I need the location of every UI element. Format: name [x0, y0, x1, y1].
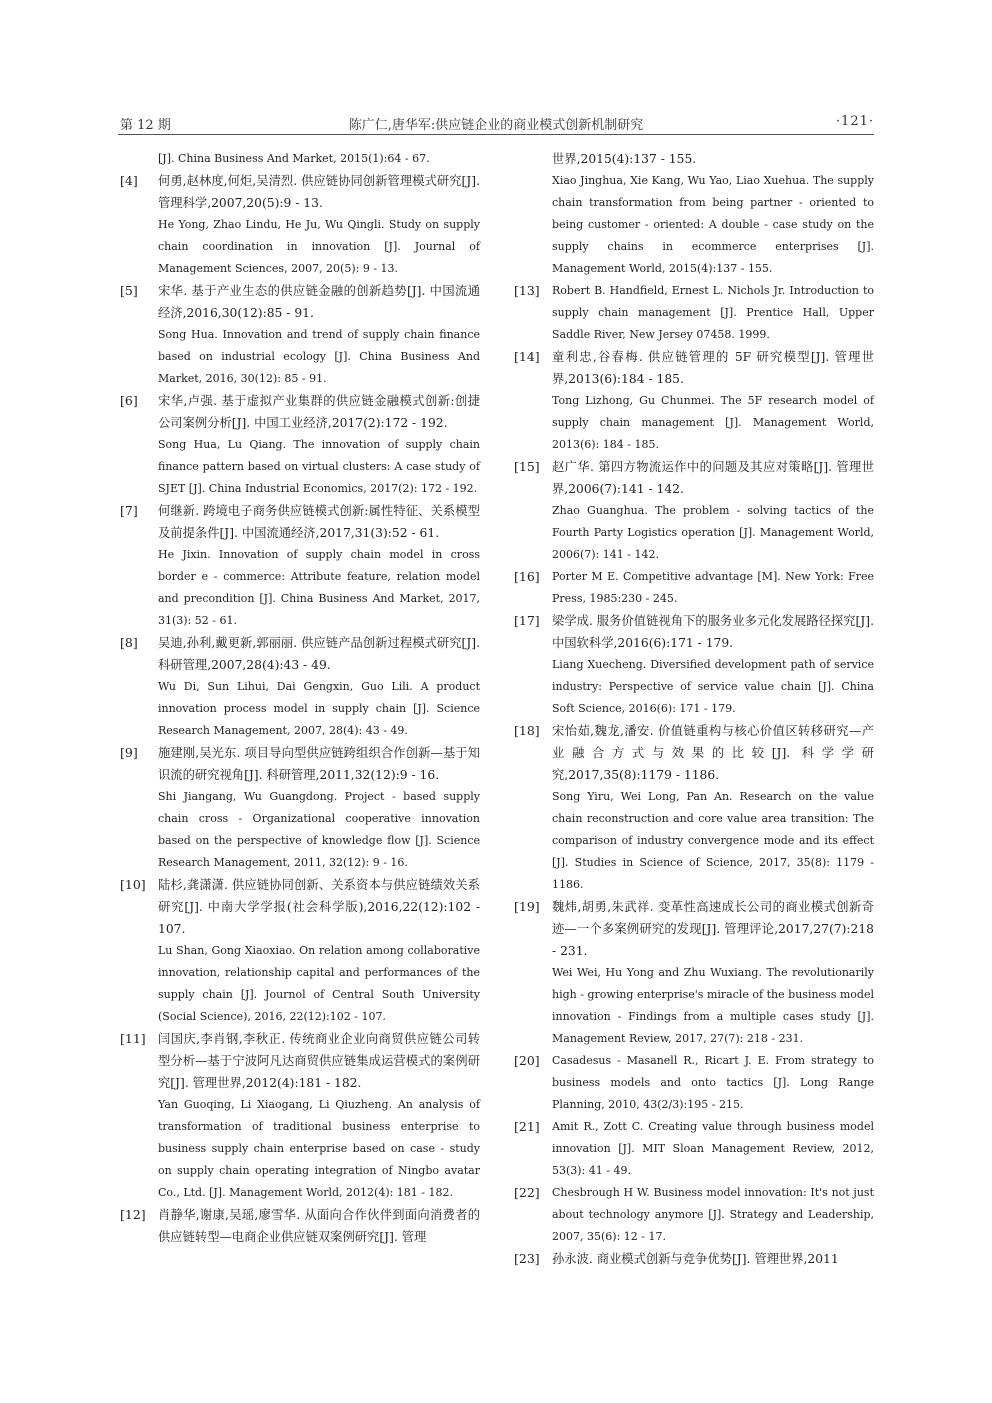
reference-chinese-citation: 吴迪,孙利,戴更新,郭丽丽. 供应链产品创新过程模式研究[J]. 科研管理,2007,28(4):43 - 49. [158, 636, 480, 672]
reference-entry [512, 896, 874, 1050]
reference-english-citation: He Yong, Zhao Lindu, He Ju, Wu Qingli. Study on supply chain coordination in innovation [J]. Journal of Management Sciences, 2007, 20(5): 9 - 13. [158, 218, 480, 275]
reference-number: [9] [120, 745, 138, 760]
reference-chinese-citation: 陆杉,龚潇潇. 供应链协同创新、关系资本与供应链绩效关系研究[J]. 中南大学学报(社会科学版),2016,22(12):102 - 107. [158, 878, 480, 936]
reference-number: [5] [120, 283, 138, 298]
reference-chinese-citation: 施建刚,吴光东. 项目导向型供应链跨组织合作创新—基于知识流的研究视角[J]. 科研管理,2011,32(12):9 - 16. [158, 746, 480, 782]
running-title: 陈广仁,唐华军:供应链企业的商业模式创新机制研究 [348, 118, 644, 133]
reference-entry [512, 1050, 874, 1116]
reference-number: [15] [514, 459, 540, 474]
reference-entry [512, 1116, 874, 1182]
reference-english-citation: Song Hua, Lu Qiang. The innovation of supply chain finance pattern based on virtual clusters: A case study of SJET [J]. China Industrial Economics, 2017(2): 172 - 192. [158, 438, 480, 495]
reference-number: [17] [514, 613, 540, 628]
reference-number: [11] [120, 1031, 146, 1046]
reference-entry [512, 610, 874, 720]
issue-number: 第 12 期 [120, 118, 171, 133]
reference-number: [21] [514, 1119, 540, 1134]
reference-english-citation: Chesbrough H W. Business model innovation: It's not just about technology anymore [J]. Strategy and Leadership, 2007, 35(6): 12 - 17. [552, 1186, 874, 1243]
reference-number: [13] [514, 283, 540, 298]
reference-entry [512, 1182, 874, 1248]
reference-number: [10] [120, 877, 146, 892]
reference-english-citation: Wei Wei, Hu Yong and Zhu Wuxiang. The revolutionarily high - growing enterprise's miracle of the business model innovation - Findings from a multiple cases study [J]. Management Review, 2017, 27(7): 218 - 231. [552, 966, 874, 1045]
reference-chinese-citation: 赵广华. 第四方物流运作中的问题及其应对策略[J]. 管理世界,2006(7):141 - 142. [552, 460, 874, 496]
reference-entry [118, 148, 480, 170]
page-number: ·121· [835, 114, 874, 129]
reference-number: [8] [120, 635, 138, 650]
reference-english-citation: Robert B. Handfield, Ernest L. Nichols Jr. Introduction to supply chain management [J]. Prentice Hall, Upper Saddle River, New Jersey 07458. 1999. [552, 284, 874, 341]
reference-entry [512, 566, 874, 610]
reference-english-citation: Tong Lizhong, Gu Chunmei. The 5F research model of supply chain management [J]. Management World, 2013(6): 184 - 185. [552, 394, 874, 451]
reference-english-citation: Porter M E. Competitive advantage [M]. New York: Free Press, 1985:230 - 245. [552, 570, 874, 605]
reference-number: [20] [514, 1053, 540, 1068]
reference-entry [512, 280, 874, 346]
reference-entry [118, 874, 480, 1028]
reference-chinese-citation: 魏炜,胡勇,朱武祥. 变革性高速成长公司的商业模式创新奇迹—一个多案例研究的发现[J]. 管理评论,2017,27(7):218 - 231. [552, 900, 874, 958]
reference-english-citation: Lu Shan, Gong Xiaoxiao. On relation among collaborative innovation, relationship capital and performances of the supply chain [J]. Journol of Central South University (Social Science), 2016, 22(12):102 - 107. [158, 944, 480, 1023]
reference-chinese-citation: 何勇,赵林度,何炬,吴清烈. 供应链协同创新管理模式研究[J]. 管理科学,2007,20(5):9 - 13. [158, 174, 480, 210]
reference-number: [6] [120, 393, 138, 408]
reference-english-citation: Yan Guoqing, Li Xiaogang, Li Qiuzheng. An analysis of transformation of traditional business enterprise to business supply chain enterprise based on case - study on supply chain operating integration of Ningbo avatar Co., Ltd. [J]. Management World, 2012(4): 181 - 182. [158, 1098, 480, 1199]
reference-english-citation: Shi Jiangang, Wu Guangdong. Project - based supply chain cross - Organizational cooperative innovation based on the perspective of knowledge flow [J]. Science Research Management, 2011, 32(12): 9 - 16. [158, 790, 480, 869]
reference-entry [118, 280, 480, 390]
reference-number: [14] [514, 349, 540, 364]
reference-chinese-citation: 宋华. 基于产业生态的供应链金融的创新趋势[J]. 中国流通经济,2016,30(12):85 - 91. [158, 284, 480, 320]
reference-entry [512, 148, 874, 280]
reference-chinese-citation: 肖静华,谢康,吴瑶,廖雪华. 从面向合作伙伴到面向消费者的供应链转型—电商企业供应链双案例研究[J]. 管理 [158, 1208, 480, 1244]
reference-entry [118, 390, 480, 500]
reference-entry [118, 632, 480, 742]
reference-number: [23] [514, 1251, 540, 1266]
reference-chinese-citation: 世界,2015(4):137 - 155. [552, 152, 697, 166]
reference-entry [118, 1204, 480, 1248]
reference-entry [512, 456, 874, 566]
reference-entry [512, 720, 874, 896]
reference-chinese-citation: 童利忠,谷春梅. 供应链管理的 5F 研究模型[J]. 管理世界,2013(6):184 - 185. [552, 350, 874, 386]
reference-english-citation: Zhao Guanghua. The problem - solving tactics of the Fourth Party Logistics operation [J]. Management World, 2006(7): 141 - 142. [552, 504, 874, 561]
running-header [118, 110, 874, 134]
reference-english-citation: Casadesus - Masanell R., Ricart J. E. From strategy to business models and onto tactics [J]. Long Range Planning, 2010, 43(2/3):195 - 215. [552, 1054, 874, 1111]
reference-chinese-citation: 闫国庆,李肖钢,李秋正. 传统商业企业向商贸供应链公司转型分析—基于宁波阿凡达商贸供应链集成运营模式的案例研究[J]. 管理世界,2012(4):181 - 182. [158, 1032, 480, 1090]
references-right-column [512, 148, 874, 1270]
reference-chinese-citation: 梁学成. 服务价值链视角下的服务业多元化发展路径探究[J]. 中国软科学,2016(6):171 - 179. [552, 614, 874, 650]
reference-entry [118, 500, 480, 632]
reference-english-citation: [J]. China Business And Market, 2015(1):64 - 67. [158, 152, 430, 165]
reference-english-citation: Wu Di, Sun Lihui, Dai Gengxin, Guo Lili. A product innovation process model in supply chain [J]. Science Research Management, 2007, 28(4): 43 - 49. [158, 680, 480, 737]
reference-chinese-citation: 宋怡茹,魏龙,潘安. 价值链重构与核心价值区转移研究—产业融合方式与效果的比较[J]. 科学学研究,2017,35(8):1179 - 1186. [552, 724, 874, 782]
reference-number: [7] [120, 503, 138, 518]
reference-entry [118, 742, 480, 874]
reference-english-citation: Song Hua. Innovation and trend of supply chain finance based on industrial ecology [J]. China Business And Market, 2016, 30(12): 85 - 91. [158, 328, 480, 385]
reference-entry [118, 170, 480, 280]
reference-chinese-citation: 孙永波. 商业模式创新与竞争优势[J]. 管理世界,2011 [552, 1252, 839, 1266]
reference-english-citation: Liang Xuecheng. Diversified development path of service industry: Perspective of service value chain [J]. China Soft Science, 2016(6): 171 - 179. [552, 658, 874, 715]
reference-number: [22] [514, 1185, 540, 1200]
reference-entry [512, 1248, 874, 1270]
reference-english-citation: He Jixin. Innovation of supply chain model in cross border e - commerce: Attribute feature, relation model and precondition [J]. China Business And Market, 2017, 31(3): 52 - 61. [158, 548, 480, 627]
reference-english-citation: Song Yiru, Wei Long, Pan An. Research on the value chain reconstruction and core value area transition: The comparison of industry convergence mode and its effect [J]. Studies in Science of Science, 2017, 35(8): 1179 - 1186. [552, 790, 874, 891]
header-rule [118, 134, 874, 135]
reference-english-citation: Amit R., Zott C. Creating value through business model innovation [J]. MIT Sloan Management Review, 2012, 53(3): 41 - 49. [552, 1120, 874, 1177]
reference-english-citation: Xiao Jinghua, Xie Kang, Wu Yao, Liao Xuehua. The supply chain transformation from being partner - oriented to being customer - oriented: A double - case study on the supply chains in ecommerce enterprises [J]. Management World, 2015(4):137 - 155. [552, 174, 874, 275]
reference-number: [16] [514, 569, 540, 584]
reference-number: [18] [514, 723, 540, 738]
references-left-column [118, 148, 480, 1248]
reference-chinese-citation: 宋华,卢强. 基于虚拟产业集群的供应链金融模式创新:创捷公司案例分析[J]. 中国工业经济,2017(2):172 - 192. [158, 394, 480, 430]
reference-chinese-citation: 何继新. 跨境电子商务供应链模式创新:属性特征、关系模型及前提条件[J]. 中国流通经济,2017,31(3):52 - 61. [158, 504, 480, 540]
reference-entry [118, 1028, 480, 1204]
reference-number: [12] [120, 1207, 146, 1222]
reference-entry [512, 346, 874, 456]
reference-number: [4] [120, 173, 138, 188]
reference-number: [19] [514, 899, 540, 914]
